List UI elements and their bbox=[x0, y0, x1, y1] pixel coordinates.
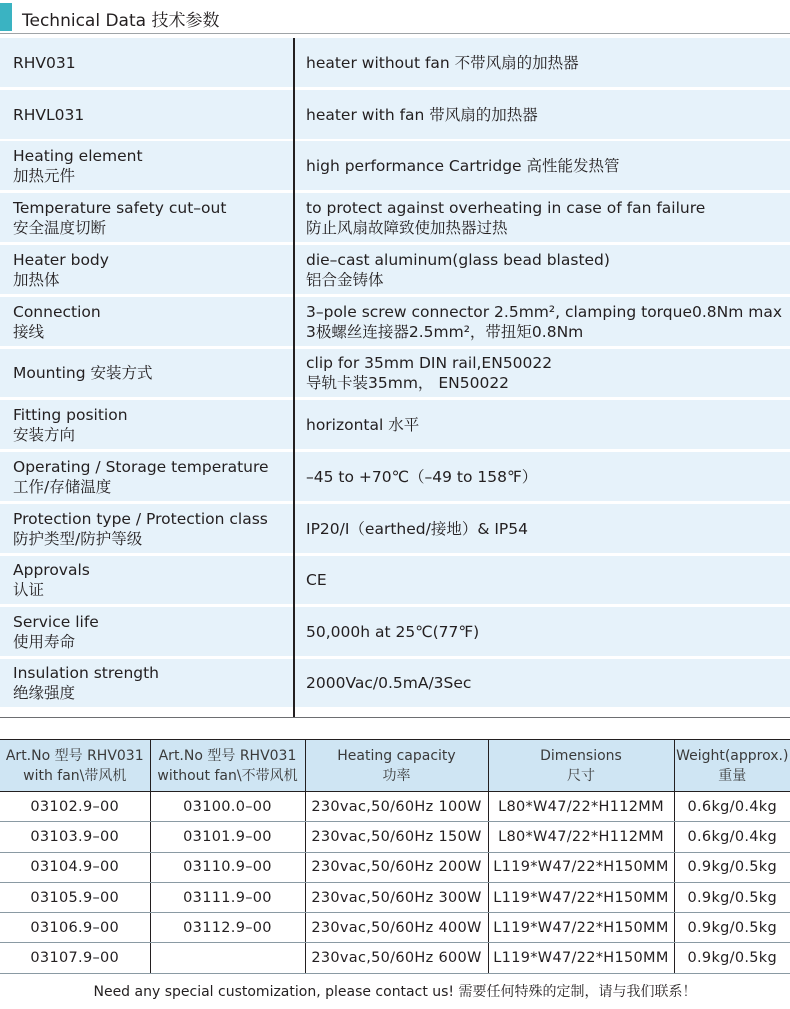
spec-label-line: 防护类型/防护等级 bbox=[13, 529, 143, 548]
spec-value bbox=[306, 400, 790, 449]
spec-label-line: 认证 bbox=[13, 581, 45, 599]
spec-value-line: CE bbox=[306, 571, 327, 589]
products-cell: L80*W47/22*H112MM bbox=[488, 822, 674, 852]
spec-label bbox=[13, 38, 288, 87]
products-header-line: 尺寸 bbox=[567, 767, 595, 784]
products-cell: 0.9kg/0.5kg bbox=[674, 882, 790, 912]
spec-label bbox=[13, 245, 288, 294]
products-header-line: 重量 bbox=[718, 767, 747, 784]
spec-label bbox=[13, 193, 288, 242]
spec-row bbox=[0, 90, 790, 139]
section-accent-bar bbox=[0, 3, 12, 31]
spec-value bbox=[306, 245, 790, 294]
spec-label-line: 工作/存储温度 bbox=[13, 477, 112, 496]
spec-value-line: heater with fan 带风扇的加热器 bbox=[306, 105, 538, 124]
products-header-cell bbox=[0, 740, 150, 792]
products-cell: 0.9kg/0.5kg bbox=[674, 943, 790, 973]
spec-value-line: 导轨卡装35mm， EN50022 bbox=[306, 374, 510, 392]
spec-label-line: 安装方向 bbox=[13, 425, 76, 444]
products-cell: 230vac,50/60Hz 300W bbox=[305, 882, 488, 912]
spec-row bbox=[0, 659, 790, 707]
products-cell: 03107.9–00 bbox=[0, 943, 150, 973]
spec-row bbox=[0, 556, 790, 604]
spec-label-line: Connection bbox=[13, 302, 101, 321]
spec-value bbox=[306, 38, 790, 87]
spec-value-line: high performance Cartridge 高性能发热管 bbox=[306, 156, 620, 175]
products-header-line: Weight(approx.) bbox=[676, 747, 789, 764]
spec-label-line: 使用寿命 bbox=[13, 632, 76, 651]
spec-label bbox=[13, 607, 288, 656]
spec-value-line: clip for 35mm DIN rail,EN50022 bbox=[306, 354, 553, 372]
products-cell: 230vac,50/60Hz 100W bbox=[305, 792, 488, 822]
spec-label-line: Service life bbox=[13, 612, 99, 631]
products-header-line: with fan\带风机 bbox=[23, 767, 127, 784]
spec-label bbox=[13, 349, 288, 397]
products-cell: L119*W47/22*H150MM bbox=[488, 913, 674, 943]
spec-label-line: Insulation strength bbox=[13, 664, 160, 682]
spec-label-line: Protection type / Protection class bbox=[13, 509, 268, 528]
spec-value-line: 3极螺丝连接器2.5mm²，带扭矩0.8Nm bbox=[306, 322, 584, 341]
spec-label-line: 加热元件 bbox=[13, 166, 76, 185]
spec-row bbox=[0, 400, 790, 449]
products-row bbox=[0, 822, 790, 852]
spec-label-line: Heating element bbox=[13, 146, 143, 165]
spec-row bbox=[0, 504, 790, 553]
spec-value bbox=[306, 349, 790, 397]
spec-label bbox=[13, 452, 288, 501]
spec-label-line: Heater body bbox=[13, 250, 109, 269]
spec-value-line: 防止风扇故障致使加热器过热 bbox=[306, 218, 508, 237]
products-cell: 230vac,50/60Hz 600W bbox=[305, 943, 488, 973]
spec-row bbox=[0, 349, 790, 397]
spec-value bbox=[306, 607, 790, 656]
products-header-cell bbox=[150, 740, 305, 792]
spec-label-line: Temperature safety cut–out bbox=[13, 198, 227, 217]
spec-value bbox=[306, 452, 790, 501]
products-header-cell bbox=[305, 740, 488, 792]
spec-value bbox=[306, 504, 790, 553]
spec-row bbox=[0, 38, 790, 87]
footer-note: Need any special customization, please contact us! 需要任何特殊的定制，请与我们联系！ bbox=[93, 984, 697, 1000]
spec-bottom-rule bbox=[0, 717, 790, 718]
spec-label bbox=[13, 659, 288, 707]
products-cell: 03110.9–00 bbox=[150, 852, 305, 882]
products-row bbox=[0, 913, 790, 943]
spec-row bbox=[0, 607, 790, 656]
spec-value-line: horizontal 水平 bbox=[306, 415, 420, 434]
spec-label bbox=[13, 90, 288, 139]
spec-value bbox=[306, 193, 790, 242]
products-header-line: without fan\不带风机 bbox=[157, 767, 298, 784]
products-row bbox=[0, 882, 790, 912]
spec-row bbox=[0, 141, 790, 190]
products-cell: 03105.9–00 bbox=[0, 882, 150, 912]
spec-row bbox=[0, 245, 790, 294]
spec-value-line: 3–pole screw connector 2.5mm², clamping torque0.8Nm max bbox=[306, 302, 783, 321]
products-cell: 03106.9–00 bbox=[0, 913, 150, 943]
spec-label-line: RHVL031 bbox=[13, 105, 85, 124]
spec-label bbox=[13, 297, 288, 346]
spec-value-line: heater without fan 不带风扇的加热器 bbox=[306, 53, 579, 72]
section-header bbox=[0, 0, 790, 34]
spec-label-line: 绝缘强度 bbox=[13, 684, 76, 702]
products-header-line: 功率 bbox=[382, 767, 411, 784]
products-cell: 0.9kg/0.5kg bbox=[674, 852, 790, 882]
products-cell bbox=[150, 943, 305, 973]
products-header-row bbox=[0, 740, 790, 792]
products-cell: 03111.9–00 bbox=[150, 882, 305, 912]
spec-label-line: RHV031 bbox=[13, 53, 76, 72]
spec-value bbox=[306, 556, 790, 604]
products-row bbox=[0, 943, 790, 973]
spec-value-line: IP20/I（earthed/接地）& IP54 bbox=[306, 519, 528, 538]
spec-label-line: Approvals bbox=[13, 561, 90, 579]
spec-label-line: 接线 bbox=[13, 322, 45, 341]
spec-table bbox=[0, 38, 790, 718]
products-cell: 0.6kg/0.4kg bbox=[674, 792, 790, 822]
products-cell: L119*W47/22*H150MM bbox=[488, 882, 674, 912]
products-cell: 03100.0–00 bbox=[150, 792, 305, 822]
products-header-cell bbox=[674, 740, 790, 792]
spec-value-line: 2000Vac/0.5mA/3Sec bbox=[306, 674, 472, 692]
products-cell: 03102.9–00 bbox=[0, 792, 150, 822]
products-cell: L80*W47/22*H112MM bbox=[488, 792, 674, 822]
spec-label bbox=[13, 400, 288, 449]
products-cell: 0.6kg/0.4kg bbox=[674, 822, 790, 852]
spec-value bbox=[306, 90, 790, 139]
products-cell: 03104.9–00 bbox=[0, 852, 150, 882]
spec-value-line: to protect against overheating in case of fan failure bbox=[306, 198, 706, 217]
products-header-cell bbox=[488, 740, 674, 792]
spec-row bbox=[0, 452, 790, 501]
spec-label-line: Operating / Storage temperature bbox=[13, 457, 269, 476]
products-header-line: Art.No 型号 RHV031 bbox=[5, 747, 144, 764]
spec-value-line: 铝合金铸体 bbox=[306, 270, 384, 289]
products-header-line: Art.No 型号 RHV031 bbox=[158, 747, 297, 764]
products-cell: L119*W47/22*H150MM bbox=[488, 943, 674, 973]
products-cell: 03101.9–00 bbox=[150, 822, 305, 852]
products-cell: 03103.9–00 bbox=[0, 822, 150, 852]
products-table bbox=[0, 739, 790, 974]
spec-label-line: 加热体 bbox=[13, 270, 60, 289]
spec-label bbox=[13, 556, 288, 604]
products-cell: 0.9kg/0.5kg bbox=[674, 913, 790, 943]
spec-label-line: 安全温度切断 bbox=[13, 218, 107, 237]
spec-label bbox=[13, 504, 288, 553]
spec-column-divider bbox=[293, 38, 295, 718]
spec-value-line: 50,000h at 25℃(77℉) bbox=[306, 622, 480, 641]
spec-row bbox=[0, 193, 790, 242]
products-cell: L119*W47/22*H150MM bbox=[488, 852, 674, 882]
spec-label bbox=[13, 141, 288, 190]
products-cell: 230vac,50/60Hz 400W bbox=[305, 913, 488, 943]
spec-value bbox=[306, 297, 790, 346]
products-cell: 03112.9–00 bbox=[150, 913, 305, 943]
products-cell: 230vac,50/60Hz 150W bbox=[305, 822, 488, 852]
section-rule bbox=[0, 33, 790, 34]
spec-value-line: –45 to +70℃（–49 to 158℉） bbox=[306, 467, 538, 486]
spec-value-line: die–cast aluminum(glass bead blasted) bbox=[306, 250, 610, 269]
products-header-line: Dimensions bbox=[540, 747, 622, 764]
spec-label-line: Fitting position bbox=[13, 405, 128, 424]
products-row bbox=[0, 852, 790, 882]
section-title: Technical Data 技术参数 bbox=[22, 11, 220, 31]
spec-value bbox=[306, 659, 790, 707]
spec-value bbox=[306, 141, 790, 190]
spec-row bbox=[0, 297, 790, 346]
spec-label-line: Mounting 安装方式 bbox=[13, 364, 153, 382]
products-row bbox=[0, 792, 790, 822]
products-header-line: Heating capacity bbox=[337, 747, 456, 764]
products-cell: 230vac,50/60Hz 200W bbox=[305, 852, 488, 882]
